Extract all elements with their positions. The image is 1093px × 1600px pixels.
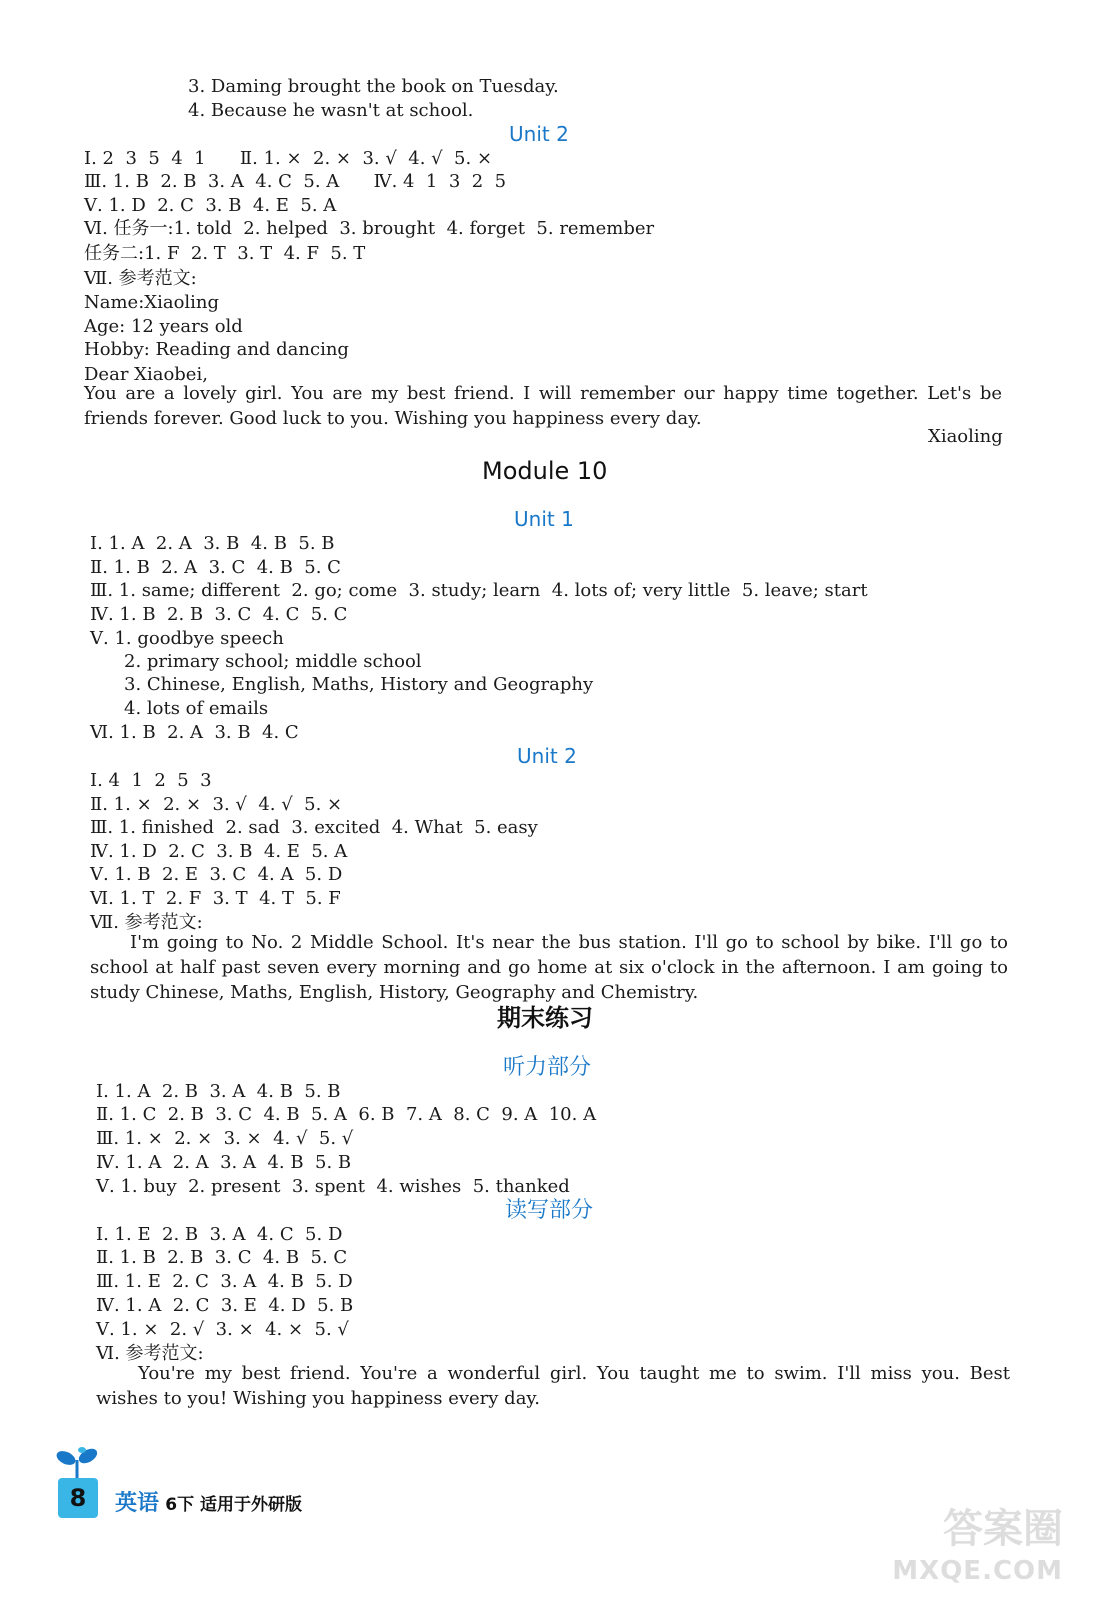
answer-line: Ⅵ. 1. B 2. A 3. B 4. C bbox=[90, 722, 299, 743]
answer-line: Ⅵ. 任务一:1. told 2. helped 3. brought 4. forget 5. remember bbox=[84, 218, 655, 239]
sample-essay: I'm going to No. 2 Middle School. It's near the bus station. I'll go to school by bike. I'll go to school at half past seven every morning and go home at six o'clock in the afternoon. I am going to study Chinese, Maths, English, History, Geography and Chemistry. bbox=[90, 932, 1008, 1003]
answer-line: Ⅱ. 1. C 2. B 3. C 4. B 5. A 6. B 7. A 8. C 9. A 10. A bbox=[96, 1104, 597, 1125]
answer-line: Ⅱ. 1. B 2. A 3. C 4. B 5. C bbox=[90, 557, 341, 578]
answer-line: Ⅴ. 1. B 2. E 3. C 4. A 5. D bbox=[90, 864, 343, 885]
subsection-heading: 读写部分 bbox=[505, 1198, 594, 1223]
answer-line: 4. lots of emails bbox=[124, 698, 269, 719]
answer-line: Ⅰ. 2 3 5 4 1 Ⅱ. 1. × 2. × 3. √ 4. √ 5. × bbox=[84, 148, 493, 169]
answer-line: Ⅳ. 1. A 2. C 3. E 4. D 5. B bbox=[96, 1295, 354, 1316]
answer-line: Ⅴ. 1. goodbye speech bbox=[90, 628, 284, 649]
letter-line: Age: 12 years old bbox=[84, 316, 243, 337]
letter-line: Hobby: Reading and dancing bbox=[84, 339, 349, 360]
answer-line: Ⅰ. 1. A 2. A 3. B 4. B 5. B bbox=[90, 533, 335, 554]
footer-label bbox=[115, 1486, 302, 1517]
answer-line: 4. Because he wasn't at school. bbox=[188, 100, 474, 121]
answer-line: Ⅲ. 1. × 2. × 3. × 4. √ 5. √ bbox=[96, 1128, 354, 1149]
answer-line: Ⅳ. 1. B 2. B 3. C 4. C 5. C bbox=[90, 604, 348, 625]
unit-heading: Unit 2 bbox=[517, 744, 577, 768]
unit-heading: Unit 1 bbox=[514, 507, 574, 531]
answer-line: Ⅲ. 1. same; different 2. go; come 3. study; learn 4. lots of; very little 5. leave; start bbox=[90, 580, 868, 601]
answer-line: Ⅰ. 1. E 2. B 3. A 4. C 5. D bbox=[96, 1224, 343, 1245]
answer-line: Ⅶ. 参考范文: bbox=[90, 912, 203, 933]
answer-line: Ⅲ. 1. B 2. B 3. A 4. C 5. A Ⅳ. 4 1 3 2 5 bbox=[84, 171, 507, 192]
section-heading: 期末练习 bbox=[497, 1004, 593, 1032]
answer-line: Ⅴ. 1. buy 2. present 3. spent 4. wishes 5. thanked bbox=[96, 1176, 570, 1197]
answer-line: Ⅲ. 1. finished 2. sad 3. excited 4. What 5. easy bbox=[90, 817, 538, 838]
footer-edition: 6下 适用于外研版 bbox=[165, 1495, 303, 1515]
answer-line: Ⅵ. 1. T 2. F 3. T 4. T 5. F bbox=[90, 888, 341, 909]
answer-line: Ⅵ. 参考范文: bbox=[96, 1343, 204, 1364]
letter-line: Name:Xiaoling bbox=[84, 292, 220, 313]
letter-signature: Xiaoling bbox=[928, 426, 1003, 447]
answer-line: 2. primary school; middle school bbox=[124, 651, 422, 672]
answer-line: Ⅳ. 1. A 2. A 3. A 4. B 5. B bbox=[96, 1152, 352, 1173]
answer-line: Ⅴ. 1. D 2. C 3. B 4. E 5. A bbox=[84, 195, 337, 216]
watermark-url: MXQE.COM bbox=[892, 1556, 1063, 1586]
sample-essay: You're my best friend. You're a wonderful girl. You taught me to swim. I'll miss you. Best wishes to you! Wishing you happiness every day. bbox=[96, 1363, 1010, 1409]
sample-essay: You are a lovely girl. You are my best friend. I will remember our happy time together. Let's be friends forever. Good luck to you. Wishing you happiness every day. bbox=[84, 383, 1002, 429]
answer-line: Ⅶ. 参考范文: bbox=[84, 268, 197, 289]
answer-line: 3. Chinese, English, Maths, History and Geography bbox=[124, 674, 594, 695]
sprout-icon bbox=[52, 1444, 102, 1480]
page-number: 8 bbox=[58, 1478, 98, 1518]
footer-subject: 英语 bbox=[115, 1491, 160, 1516]
subsection-heading: 听力部分 bbox=[503, 1055, 592, 1080]
answer-line: Ⅰ. 4 1 2 5 3 bbox=[90, 770, 212, 791]
letter-line: Dear Xiaobei, bbox=[84, 364, 208, 385]
unit-heading: Unit 2 bbox=[509, 122, 569, 146]
answer-line: Ⅱ. 1. B 2. B 3. C 4. B 5. C bbox=[96, 1247, 348, 1268]
answer-line: 任务二:1. F 2. T 3. T 4. F 5. T bbox=[84, 243, 366, 264]
answer-line: Ⅴ. 1. × 2. √ 3. × 4. × 5. √ bbox=[96, 1319, 349, 1340]
watermark-logo: 答案圈 bbox=[943, 1506, 1063, 1552]
answer-line: Ⅳ. 1. D 2. C 3. B 4. E 5. A bbox=[90, 841, 348, 862]
answer-line: Ⅲ. 1. E 2. C 3. A 4. B 5. D bbox=[96, 1271, 353, 1292]
answer-line: Ⅰ. 1. A 2. B 3. A 4. B 5. B bbox=[96, 1081, 341, 1102]
module-heading: Module 10 bbox=[482, 457, 608, 485]
answer-line: 3. Daming brought the book on Tuesday. bbox=[188, 76, 559, 97]
answer-line: Ⅱ. 1. × 2. × 3. √ 4. √ 5. × bbox=[90, 794, 343, 815]
